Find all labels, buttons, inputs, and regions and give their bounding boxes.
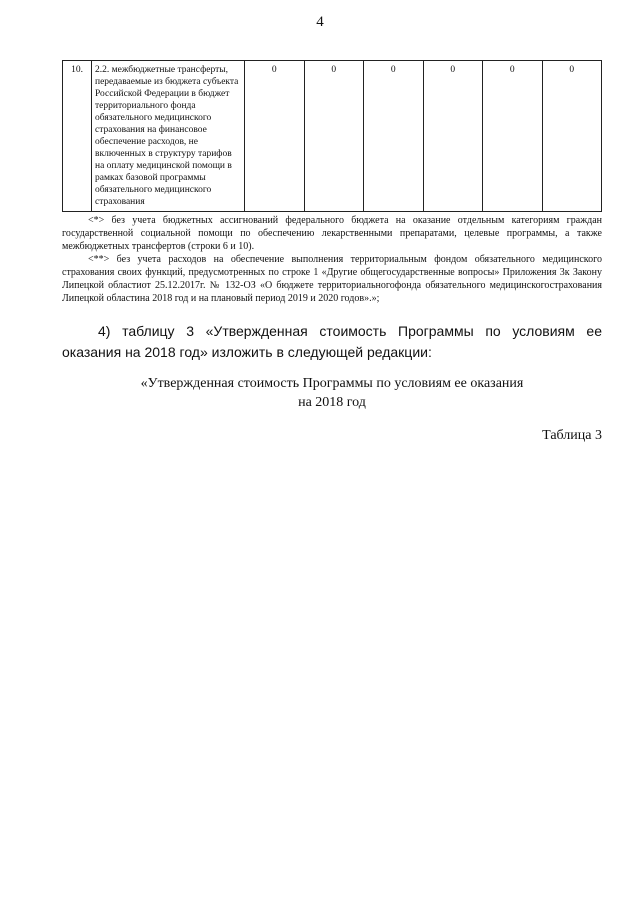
row-description-cell: 2.2. межбюджетные трансферты, передаваемые из бюджета субъекта Российской Федерации в бюджет территориального фонда обязательного медицинского страхования на финансовое обеспечение расходов, не включенных в структуру тарифов на оплату медицинской помощи в рамках базовой программы обязательного медицинского страхования bbox=[92, 61, 245, 212]
table-row bbox=[63, 61, 602, 212]
section-title bbox=[62, 374, 602, 412]
value-cell: 0 bbox=[542, 61, 602, 212]
footnotes bbox=[62, 214, 602, 305]
row-number-cell: 10. bbox=[63, 61, 92, 212]
section-title-line-1: «Утвержденная стоимость Программы по условиям ее оказания bbox=[140, 376, 524, 391]
footnote-1: <*> без учета бюджетных ассигнований федерального бюджета на оказание отдельным категориям граждан государственной социальной помощи по обеспечению лекарственными препаратами, целевые программы, а также межбюджетных трансфертов (строки 6 и 10). bbox=[62, 215, 602, 252]
budget-table bbox=[62, 60, 602, 212]
amendment-paragraph: 4) таблицу 3 «Утвержденная стоимость Программы по условиям ее оказания на 2018 год» изложить в следующей редакции: bbox=[62, 323, 602, 360]
footnote-2: <**> без учета расходов на обеспечение выполнения территориальным фондом обязательного медицинского страхования своих функций, предусмотренных по строке 1 «Другие общегосударственные вопросы» Приложения 3к Закону Липецкой областиот 25.12.2017г. № 132-ОЗ «О бюджете территориальногофонда обязательного медицинскогострахования Липецкой областина 2018 год и на плановый период 2019 и 2020 годов».»; bbox=[62, 254, 602, 304]
value-cell: 0 bbox=[364, 61, 424, 212]
section-title-line-2: на 2018 год bbox=[298, 395, 366, 410]
value-cell: 0 bbox=[245, 61, 305, 212]
value-cell: 0 bbox=[304, 61, 364, 212]
value-cell: 0 bbox=[423, 61, 483, 212]
page-number: 4 bbox=[316, 14, 324, 30]
table-label: Таблица 3 bbox=[542, 428, 602, 443]
value-cell: 0 bbox=[483, 61, 543, 212]
